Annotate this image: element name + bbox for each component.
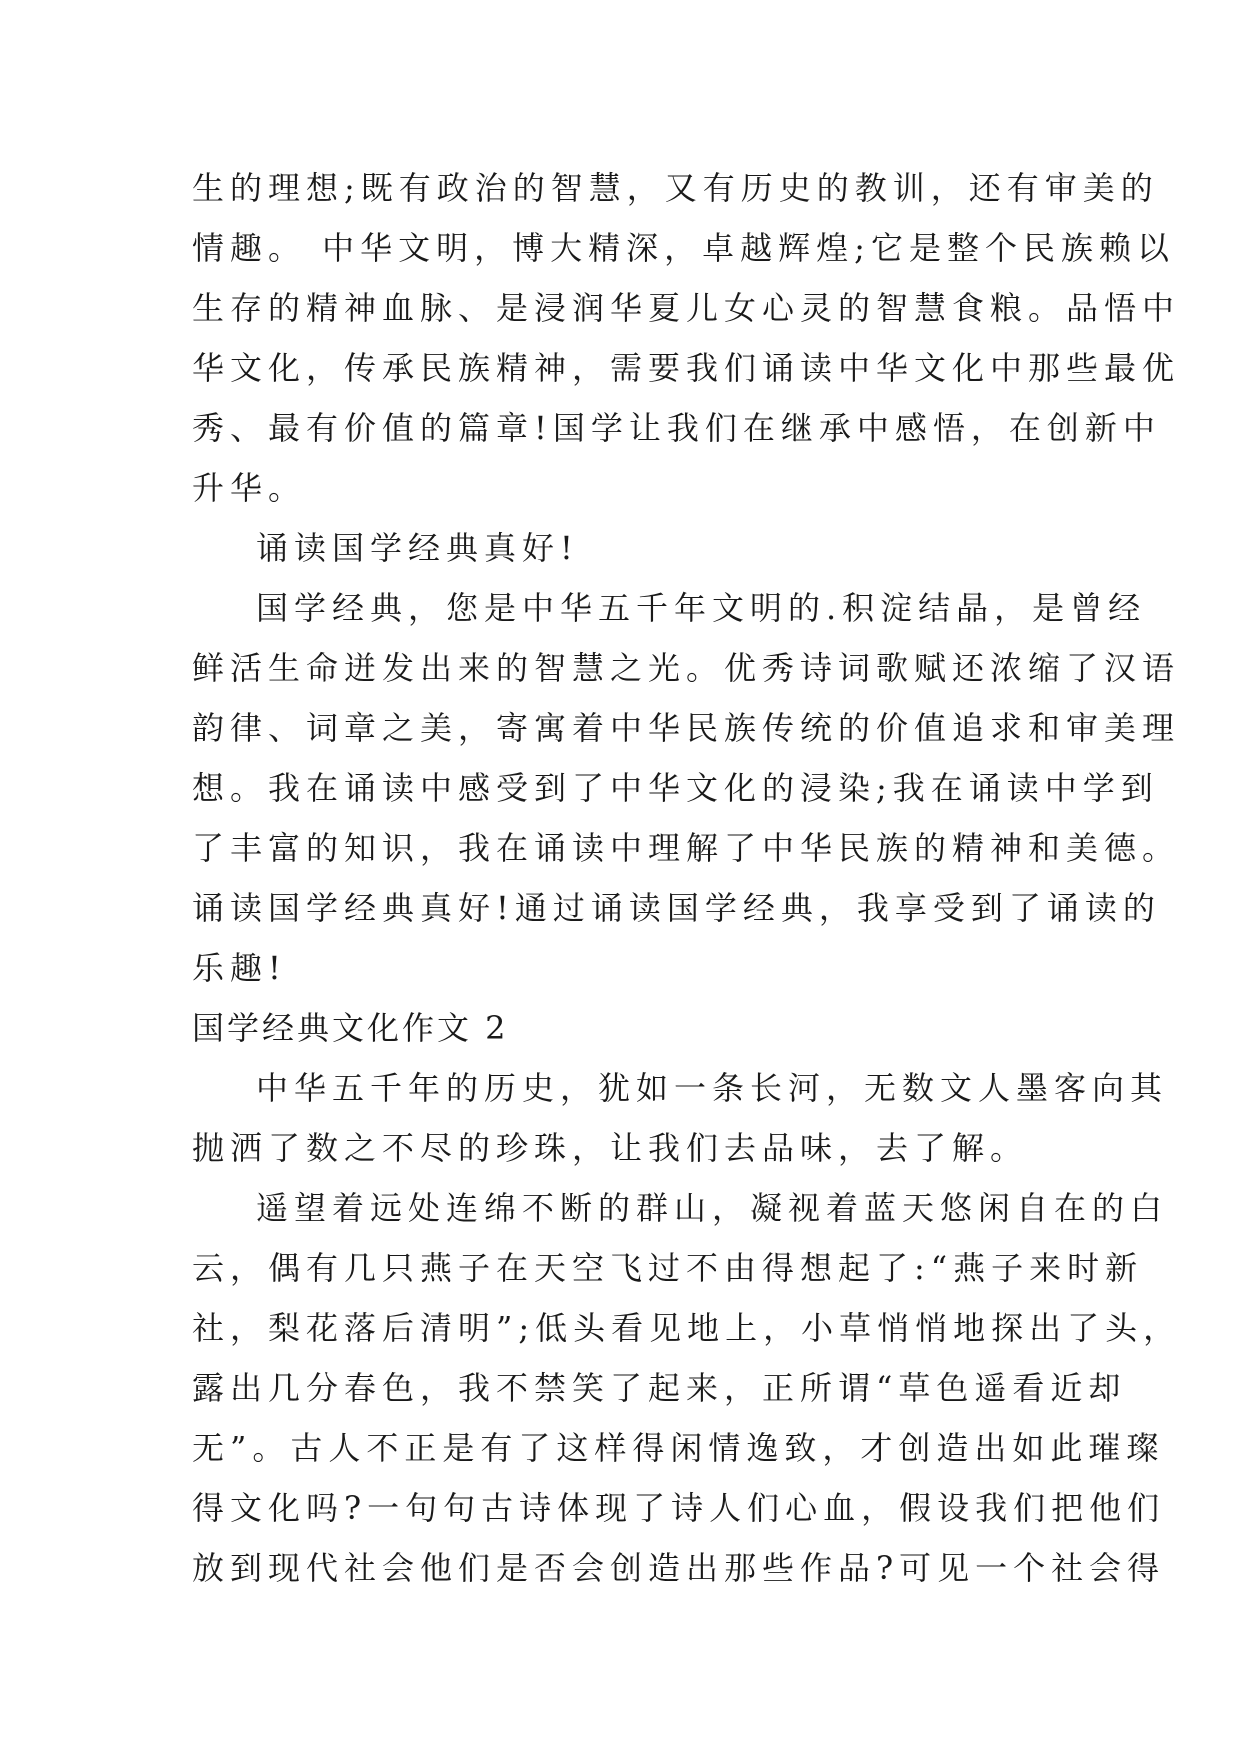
text-line: 生的理想;既有政治的智慧，又有历史的教训，还有审美的 xyxy=(192,169,1159,207)
text-line: 乐趣! xyxy=(192,949,287,987)
text-line: 得文化吗?一句句古诗体现了诗人们心血，假设我们把他们 xyxy=(192,1489,1166,1527)
text-line: 无”。古人不正是有了这样得闲情逸致，才创造出如此璀璨 xyxy=(192,1429,1165,1467)
text-line: 中华五千年的历史，犹如一条长河，无数文人墨客向其 xyxy=(256,1069,1169,1107)
text-line: 诵读国学经典真好! xyxy=(256,529,579,567)
text-line: 情趣。 中华文明，博大精深，卓越辉煌;它是整个民族赖以 xyxy=(192,229,1175,267)
text-line: 了丰富的知识，我在诵读中理解了中华民族的精神和美德。 xyxy=(192,829,1181,867)
text-line: 抛洒了数之不尽的珍珠，让我们去品味，去了解。 xyxy=(192,1129,1029,1167)
text-line: 遥望着远处连绵不断的群山，凝视着蓝天悠闲自在的白 xyxy=(256,1189,1169,1227)
text-line: 放到现代社会他们是否会创造出那些作品?可见一个社会得 xyxy=(192,1549,1166,1587)
text-line: 想。我在诵读中感受到了中华文化的浸染;我在诵读中学到 xyxy=(192,769,1159,807)
text-line: 生存的精神血脉、是浸润华夏儿女心灵的智慧食粮。品悟中 xyxy=(192,289,1181,327)
text-line: 国学经典，您是中华五千年文明的.积淀结晶，是曾经 xyxy=(256,589,1147,627)
text-line: 升华。 xyxy=(192,469,307,507)
text-line: 露出几分春色，我不禁笑了起来，正所谓“草色遥看近却 xyxy=(192,1369,1127,1407)
text-line: 华文化，传承民族精神，需要我们诵读中华文化中那些最优 xyxy=(192,349,1181,387)
text-line: 云，偶有几只燕子在天空飞过不由得想起了:“燕子来时新 xyxy=(192,1249,1144,1287)
text-line: 社，梨花落后清明”;低头看见地上，小草悄悄地探出了头， xyxy=(192,1309,1182,1347)
text-line: 鲜活生命迸发出来的智慧之光。优秀诗词歌赋还浓缩了汉语 xyxy=(192,649,1181,687)
text-line: 韵律、词章之美，寄寓着中华民族传统的价值追求和审美理 xyxy=(192,709,1181,747)
text-line: 诵读国学经典真好!通过诵读国学经典，我享受到了诵读的 xyxy=(192,889,1161,927)
text-line: 秀、最有价值的篇章!国学让我们在继承中感悟，在创新中 xyxy=(192,409,1161,447)
section-heading: 国学经典文化作文 2 xyxy=(192,1009,509,1047)
